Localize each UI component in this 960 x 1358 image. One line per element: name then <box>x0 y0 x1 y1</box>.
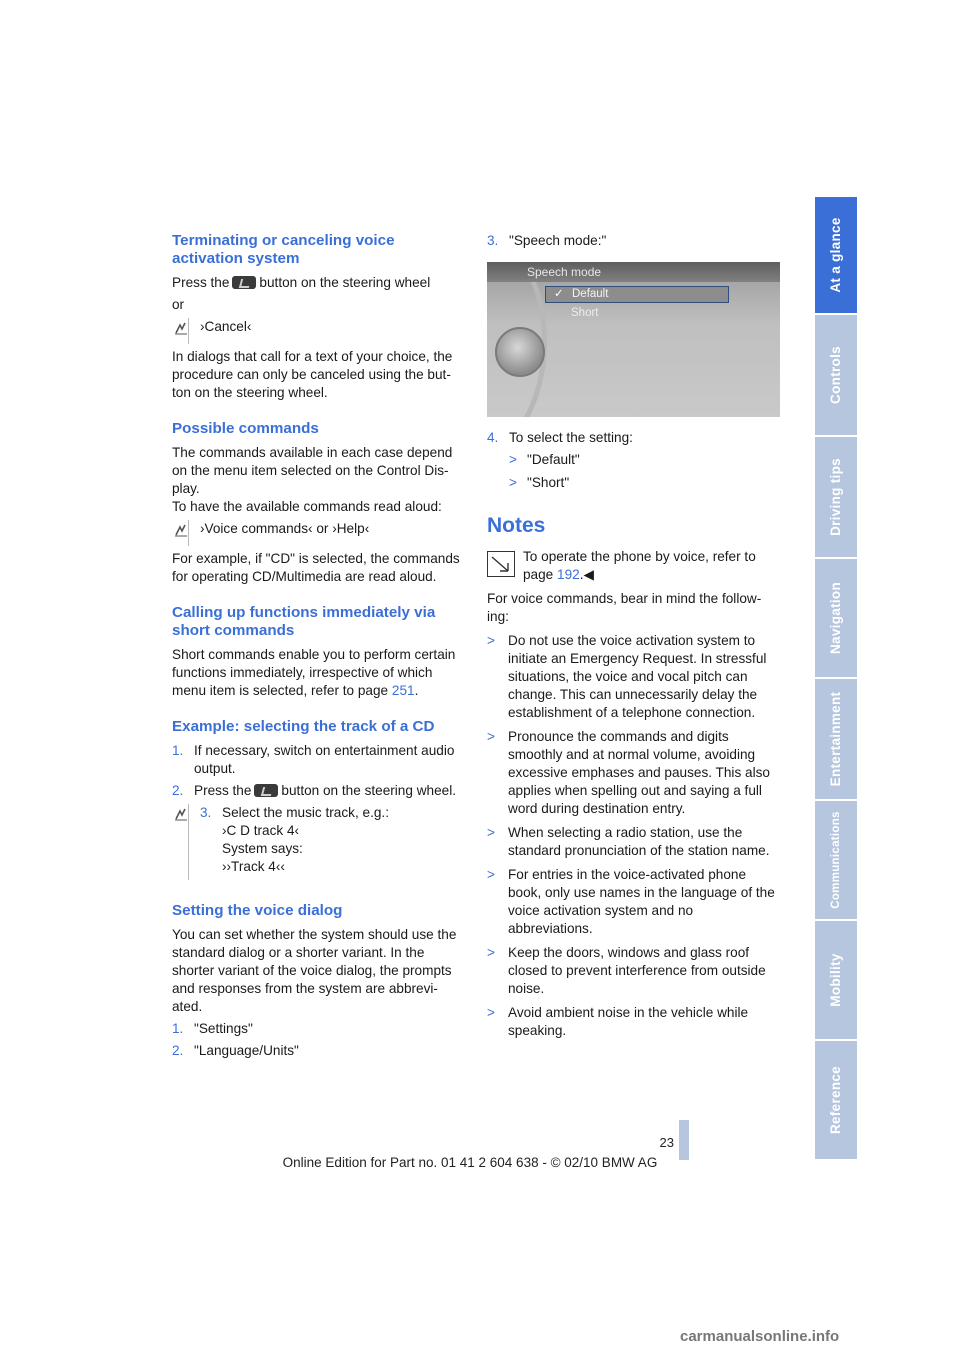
dialog-steps <box>172 1020 464 1060</box>
help-command: ›Voice commands‹ or ›Help‹ <box>200 521 370 536</box>
voice-command-icon <box>174 807 188 821</box>
step-number: 4. <box>487 430 499 445</box>
tab-communications[interactable] <box>815 801 857 921</box>
bullet-text: Avoid ambient noise in the vehicle while speaking. <box>508 1005 749 1038</box>
tab-mobility[interactable] <box>815 921 857 1041</box>
bullet-text: For entries in the voice-activated phone book, only use names in the language of the voice activation system and no abbreviations. <box>508 867 775 936</box>
tab-label: Mobility <box>828 953 843 1007</box>
tab-reference[interactable] <box>815 1041 857 1161</box>
voice-command-help <box>172 520 464 542</box>
heading-voice-dialog: Setting the voice dialog <box>172 902 343 919</box>
list-item <box>172 1020 464 1038</box>
notes-bullets <box>487 632 780 1040</box>
possible-body2: To have the available commands read aloud: <box>172 499 442 514</box>
step-number: 2. <box>172 1043 184 1058</box>
bullet-glyph: > <box>487 633 495 648</box>
checkmark-icon: ✓ <box>554 288 564 300</box>
note-end-mark: .◀ <box>579 567 594 582</box>
voice-command-cancel <box>172 318 464 340</box>
list-item <box>487 944 780 998</box>
step-text-suffix: button on the steering wheel. <box>281 783 456 798</box>
step-text: If necessary, switch on entertainment audio output. <box>194 743 455 776</box>
bullet-glyph: > <box>509 475 517 490</box>
voice-button-icon <box>254 784 278 797</box>
step-text: Press the <box>194 783 252 798</box>
notes-intro: For voice commands, bear in mind the follow-ing: <box>487 591 762 624</box>
page-number: 23 <box>659 1135 674 1150</box>
step-text: "Language/Units" <box>194 1043 299 1058</box>
press-suffix: button on the steering wheel <box>259 275 431 290</box>
list-item <box>509 451 780 469</box>
heading-possible: Possible commands <box>172 420 319 437</box>
note-phone-voice <box>487 548 780 584</box>
tab-label: Controls <box>828 346 843 404</box>
terminate-or: or <box>172 297 185 312</box>
right-column <box>487 230 780 1046</box>
bullet-text: When selecting a radio station, use the standard pronunciation of the station name. <box>508 825 770 858</box>
chapter-tabs <box>815 197 857 1161</box>
list-item <box>487 632 780 722</box>
step3-line4: ››Track 4‹‹ <box>222 859 285 874</box>
short-body-suffix: . <box>414 683 419 698</box>
setting-options <box>509 451 780 492</box>
screen-option-default <box>545 286 729 303</box>
list-item <box>487 429 780 447</box>
short-body-text: Short commands enable you to perform certain functions immediately, irrespective of which menu item is selected, refer to page <box>172 647 456 698</box>
speech-mode-screenshot <box>487 262 780 417</box>
possible-body1: The commands available in each case depend on the menu item selected on the Control Dis-play. <box>172 445 453 496</box>
step-number: 1. <box>172 743 184 758</box>
list-item <box>487 866 780 938</box>
heading-short-commands: Calling up functions immediately via short commands <box>172 604 436 639</box>
screen-option-short: Short <box>571 307 599 319</box>
possible-body3: For example, if "CD" is selected, the commands for operating CD/Multimedia are read aloud. <box>172 551 460 584</box>
press-prefix: Press the <box>172 275 230 290</box>
note-arrow-icon <box>487 551 515 577</box>
step-number: 2. <box>172 783 184 798</box>
step-text: "Speech mode:" <box>509 233 607 248</box>
tab-controls[interactable] <box>815 315 857 437</box>
bullet-glyph: > <box>487 729 495 744</box>
tab-label: Reference <box>828 1066 843 1134</box>
voice-command-example <box>172 804 464 876</box>
tab-driving-tips[interactable] <box>815 437 857 559</box>
page-link-192[interactable]: 192 <box>557 567 580 582</box>
step-number: 1. <box>172 1021 184 1036</box>
example-steps <box>172 742 464 800</box>
tab-at-a-glance[interactable] <box>815 197 857 315</box>
right-steps-top <box>487 232 780 250</box>
option-text: "Default" <box>527 452 580 467</box>
bullet-glyph: > <box>487 1005 495 1020</box>
step3-line3: System says: <box>222 841 303 856</box>
screen-option-default-label: Default <box>572 288 609 300</box>
right-steps-bottom <box>487 429 780 447</box>
bullet-glyph: > <box>487 867 495 882</box>
left-column <box>172 230 464 1064</box>
bullet-text: Pronounce the commands and digits smoothly and at normal volume, avoiding excessive emphases and pauses. This also applies when spelling out and saying a full word during destination entry. <box>508 729 770 816</box>
watermark: carmanualsonline.info <box>680 1328 840 1345</box>
voice-button-icon <box>232 276 256 289</box>
bullet-text: Do not use the voice activation system to initiate an Emergency Request. In stressful situations, the voice and vocal pitch can change. This can unnecessarily delay the establishment of a telephone connection. <box>508 633 767 720</box>
step-text: "Settings" <box>194 1021 253 1036</box>
step-number: 3. <box>200 805 212 820</box>
step3-line2: ›C D track 4‹ <box>222 823 300 838</box>
step3-line1: Select the music track, e.g.: <box>222 805 389 820</box>
step-number: 3. <box>487 233 499 248</box>
bullet-glyph: > <box>487 945 495 960</box>
bullet-glyph: > <box>487 825 495 840</box>
short-body <box>172 646 464 700</box>
list-item <box>509 474 780 492</box>
tab-entertainment[interactable] <box>815 679 857 801</box>
tab-label: Driving tips <box>828 458 843 536</box>
cancel-command: ›Cancel‹ <box>200 319 252 334</box>
bullet-glyph: > <box>509 452 517 467</box>
controller-knob-icon <box>495 327 545 377</box>
list-item <box>172 1042 464 1060</box>
voice-command-icon <box>174 321 188 335</box>
footer-text: Online Edition for Part no. 01 41 2 604 638 - © 02/10 BMW AG <box>282 1155 658 1170</box>
tab-label: Communications <box>830 811 842 909</box>
terminate-body: In dialogs that call for a text of your choice, the procedure can only be canceled using the but-ton on the steering wheel. <box>172 349 453 400</box>
list-item <box>172 742 464 778</box>
tab-label: Navigation <box>828 581 843 655</box>
heading-terminate: Terminating or canceling voice activation system <box>172 232 395 267</box>
list-item <box>487 1004 780 1040</box>
tab-navigation[interactable] <box>815 559 857 679</box>
list-item <box>487 824 780 860</box>
heading-notes: Notes <box>487 514 546 537</box>
list-item <box>487 728 780 818</box>
list-item <box>487 232 780 250</box>
tab-label: At a glance <box>828 217 843 293</box>
dialog-body: You can set whether the system should use the standard dialog or a shorter variant. In the shorter variant of the voice dialog, the prompts and responses from the system are abbrevi-ated. <box>172 927 457 1014</box>
list-item <box>172 782 464 800</box>
screen-title: Speech mode <box>487 262 780 282</box>
step3-block <box>200 804 464 876</box>
footer-bar-decoration <box>679 1120 689 1160</box>
voice-command-icon <box>174 523 188 537</box>
heading-example: Example: selecting the track of a CD <box>172 718 435 735</box>
page-link-251[interactable]: 251 <box>391 683 415 698</box>
terminate-press-text <box>172 274 464 292</box>
step-text: To select the setting: <box>509 430 633 445</box>
tab-label: Entertainment <box>828 691 843 787</box>
note-text: To operate the phone by voice, refer to page <box>523 549 756 582</box>
option-text: "Short" <box>527 475 570 490</box>
bullet-text: Keep the doors, windows and glass roof closed to prevent interference from outside noise. <box>508 945 766 996</box>
